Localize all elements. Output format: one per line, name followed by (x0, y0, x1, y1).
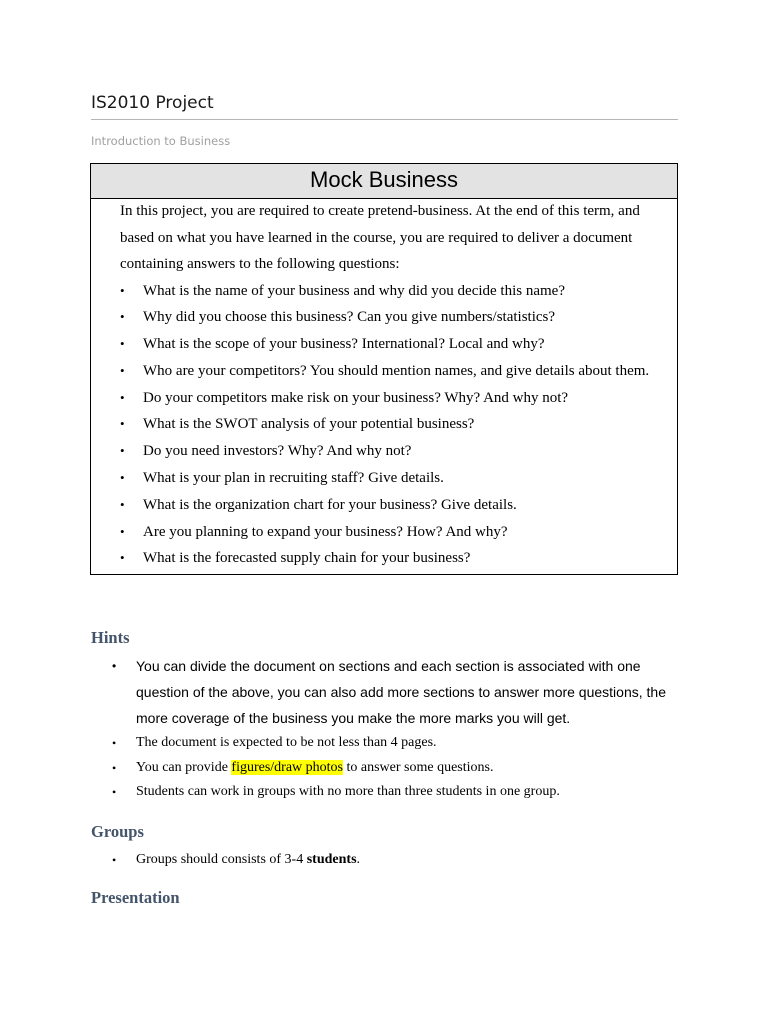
groups-bold-text: students (306, 852, 357, 867)
hints-heading: Hints (91, 628, 130, 647)
list-item (112, 653, 678, 731)
bullet-icon: • (120, 282, 125, 298)
mock-business-box (90, 163, 678, 575)
questions-list (120, 278, 663, 573)
hint-text: The document is expected to be not less than 4 pages. (136, 735, 437, 750)
hint-text: Students can work in groups with no more than three students in one group. (136, 784, 560, 799)
list-item (112, 780, 678, 805)
bullet-icon: • (120, 309, 125, 325)
question-text: What is the SWOT analysis of your potential business? (143, 416, 475, 433)
box-body (91, 198, 677, 572)
list-item (120, 385, 663, 412)
bullet-icon: • (120, 416, 125, 432)
list-item (120, 492, 663, 519)
bullet-icon: • (112, 659, 117, 673)
question-text: What is the scope of your business? International? Local and why? (143, 336, 545, 353)
hints-list (112, 653, 678, 805)
groups-text-end: . (356, 852, 361, 867)
groups-list (112, 848, 678, 872)
hint-text-end: to answer some questions. (343, 759, 494, 775)
bullet-icon: • (112, 785, 117, 799)
list-item (112, 756, 678, 781)
bullet-icon: • (120, 336, 125, 352)
bullet-icon: • (120, 550, 125, 566)
question-text: Do you need investors? Why? And why not? (143, 443, 412, 460)
document-title: IS2010 Project (91, 93, 678, 120)
list-item (120, 278, 663, 305)
question-text: Do your competitors make risk on your business? Why? And why not? (143, 389, 569, 406)
hint-text-start: You can provide (136, 759, 232, 775)
highlighted-text: figures/draw photos (231, 759, 343, 775)
presentation-heading: Presentation (91, 888, 180, 907)
question-text: Who are your competitors? You should mention names, and give details about them. (143, 362, 650, 379)
question-text: What is the organization chart for your business? Give details. (143, 496, 517, 513)
bullet-icon: • (112, 760, 117, 775)
question-text: Are you planning to expand your business? How? And why? (143, 523, 508, 540)
hint-text: You can divide the document on sections and each section is associated with one question of the above, you can also add more sections to answer more questions, the more coverage of the business you make the more marks you will get. (136, 658, 666, 726)
list-item (120, 358, 663, 385)
box-intro-paragraph: In this project, you are required to create pretend-business. At the end of this term, and based on what you have learned in the course, you are required to deliver a document containing answers to the following questions: (120, 203, 640, 272)
bullet-icon: • (120, 389, 125, 405)
groups-heading: Groups (91, 822, 144, 841)
list-item (112, 731, 678, 756)
bullet-icon: • (112, 736, 117, 750)
document-subtitle: Introduction to Business (91, 134, 231, 148)
bullet-icon: • (120, 443, 125, 459)
list-item (112, 848, 678, 872)
list-item (120, 411, 663, 438)
question-text: Why did you choose this business? Can you give numbers/statistics? (143, 309, 556, 326)
list-item (120, 545, 663, 572)
list-item (120, 519, 663, 546)
list-item (120, 438, 663, 465)
list-item (120, 304, 663, 331)
list-item (120, 331, 663, 358)
bullet-icon: • (120, 362, 125, 378)
bullet-icon: • (112, 853, 117, 867)
box-heading: Mock Business (91, 164, 677, 199)
question-text: What is the forecasted supply chain for your business? (143, 550, 471, 567)
groups-text: Groups should consists of 3-4 (136, 852, 307, 867)
bullet-icon: • (120, 470, 125, 486)
question-text: What is your plan in recruiting staff? Give details. (143, 470, 444, 487)
question-text: What is the name of your business and why did you decide this name? (143, 282, 565, 299)
bullet-icon: • (120, 496, 125, 512)
bullet-icon: • (120, 523, 125, 539)
list-item (120, 465, 663, 492)
